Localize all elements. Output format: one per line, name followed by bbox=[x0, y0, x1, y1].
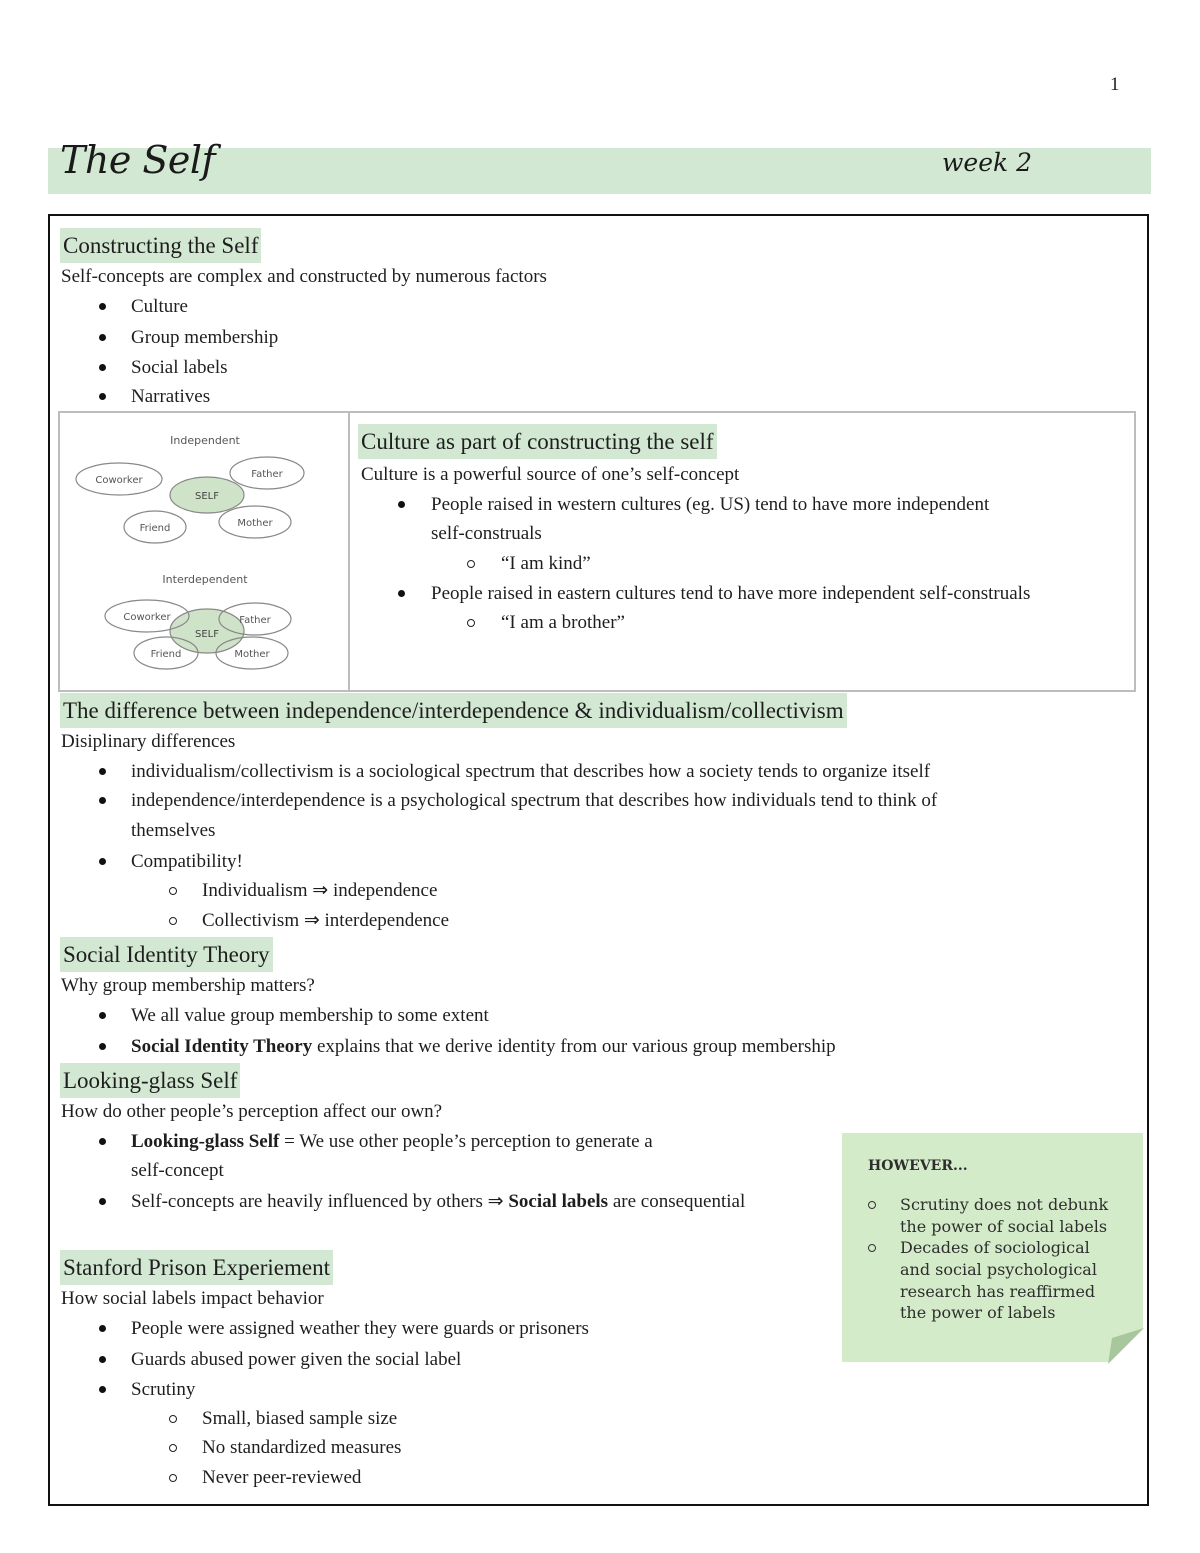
sub-bullet-circle bbox=[868, 1244, 876, 1252]
sub-bullet-circle bbox=[467, 560, 475, 568]
list-item bbox=[131, 1035, 836, 1059]
bullet-dot bbox=[99, 303, 106, 310]
sub-list-item: “I am a brother” bbox=[501, 612, 625, 633]
heading-looking-glass: Looking-glass Self bbox=[60, 1063, 240, 1098]
sticky-fold-corner bbox=[1108, 1328, 1144, 1364]
self-label: SELF bbox=[195, 629, 219, 640]
bullet-dot bbox=[99, 1386, 106, 1393]
sticky-note-text: and social psychological bbox=[900, 1260, 1097, 1279]
bullet-dot bbox=[99, 334, 106, 341]
labels-pre: Self-concepts are heavily influenced by others ⇒ bbox=[131, 1191, 509, 1212]
sub-list-item: “I am kind” bbox=[501, 553, 591, 574]
heading-stanford: Stanford Prison Experiement bbox=[60, 1250, 333, 1285]
sticky-note-text: Decades of sociological bbox=[900, 1238, 1090, 1257]
sit-term: Social Identity Theory bbox=[131, 1036, 313, 1057]
bullet-dot bbox=[99, 1198, 106, 1205]
sub-bullet-circle bbox=[169, 1474, 177, 1482]
heading-culture: Culture as part of constructing the self bbox=[358, 424, 717, 459]
list-item: Guards abused power given the social label bbox=[131, 1349, 462, 1370]
sub-list-item: Small, biased sample size bbox=[202, 1408, 398, 1429]
friend-label: Friend bbox=[150, 649, 182, 660]
father-label: Father bbox=[239, 615, 271, 626]
looking-glass-definition: = We use other people’s perception to generate a bbox=[279, 1131, 653, 1152]
list-item: individualism/collectivism is a sociological spectrum that describes how a society tends to organize itself bbox=[131, 761, 931, 782]
list-item: People were assigned weather they were guards or prisoners bbox=[131, 1318, 589, 1339]
bullet-dot bbox=[99, 1043, 106, 1050]
week-label: week 2 bbox=[942, 148, 1032, 177]
page-number: 1 bbox=[1110, 74, 1120, 95]
culture-intro: Culture is a powerful source of one’s self-concept bbox=[361, 464, 740, 485]
mother-label: Mother bbox=[234, 649, 270, 660]
looking-glass-intro: How do other people’s perception affect our own? bbox=[61, 1101, 443, 1122]
bullet-dot bbox=[99, 393, 106, 400]
self-label: SELF bbox=[195, 491, 219, 502]
list-item: Social labels bbox=[131, 357, 228, 378]
heading-constructing-self: Constructing the Self bbox=[60, 228, 261, 263]
bullet-dot bbox=[398, 501, 405, 508]
bullet-dot bbox=[99, 364, 106, 371]
sub-list-item: Collectivism ⇒ interdependence bbox=[202, 910, 450, 931]
constructing-intro: Self-concepts are complex and constructed by numerous factors bbox=[61, 266, 547, 287]
bullet-dot bbox=[99, 1012, 106, 1019]
self-construal-diagram bbox=[68, 424, 338, 686]
coworker-label: Coworker bbox=[95, 475, 143, 486]
sub-list-item: No standardized measures bbox=[202, 1437, 402, 1458]
sub-bullet-circle bbox=[467, 619, 475, 627]
sticky-note-text: the power of labels bbox=[900, 1303, 1056, 1322]
sticky-note-text: the power of social labels bbox=[900, 1217, 1108, 1236]
interdependent-label: Interdependent bbox=[162, 573, 248, 586]
page-title: The Self bbox=[60, 138, 216, 182]
coworker-label: Coworker bbox=[123, 612, 171, 623]
sub-list-item: Never peer-reviewed bbox=[202, 1467, 362, 1488]
list-item: Narratives bbox=[131, 386, 211, 407]
list-item: Scrutiny bbox=[131, 1379, 196, 1400]
list-item-continuation: self-concept bbox=[131, 1160, 224, 1181]
father-label: Father bbox=[251, 469, 283, 480]
list-item: Compatibility! bbox=[131, 851, 243, 872]
list-item: We all value group membership to some extent bbox=[131, 1005, 489, 1026]
bullet-dot bbox=[99, 1325, 106, 1332]
sub-bullet-circle bbox=[169, 1444, 177, 1452]
heading-difference: The difference between independence/interdependence & individualism/collectivism bbox=[60, 693, 847, 728]
bullet-dot bbox=[99, 1356, 106, 1363]
stanford-intro: How social labels impact behavior bbox=[61, 1288, 324, 1309]
list-item: Culture bbox=[131, 296, 188, 317]
heading-social-identity: Social Identity Theory bbox=[60, 937, 273, 972]
bullet-dot bbox=[398, 590, 405, 597]
bullet-dot bbox=[99, 1138, 106, 1145]
sub-bullet-circle bbox=[169, 887, 177, 895]
list-item bbox=[131, 1130, 653, 1154]
mother-label: Mother bbox=[237, 518, 273, 529]
bullet-dot bbox=[99, 797, 106, 804]
list-item: People raised in eastern cultures tend to have more independent self-construals bbox=[431, 583, 1031, 604]
table-divider bbox=[348, 411, 350, 692]
list-item-continuation: self-construals bbox=[431, 523, 542, 544]
friend-label: Friend bbox=[139, 523, 171, 534]
sticky-note-text: research has reaffirmed bbox=[900, 1282, 1096, 1301]
bullet-dot bbox=[99, 858, 106, 865]
sticky-note-text: Scrutiny does not debunk bbox=[900, 1195, 1109, 1214]
sub-bullet-circle bbox=[169, 1415, 177, 1423]
looking-glass-term: Looking-glass Self bbox=[131, 1131, 280, 1152]
list-item: Group membership bbox=[131, 327, 279, 348]
sticky-note-title: HOWEVER... bbox=[868, 1158, 968, 1174]
sit-intro: Why group membership matters? bbox=[61, 975, 315, 996]
difference-intro: Disiplinary differences bbox=[61, 731, 236, 752]
independent-label: Independent bbox=[170, 434, 240, 447]
sit-explanation: explains that we derive identity from our various group membership bbox=[312, 1036, 836, 1057]
list-item: People raised in western cultures (eg. US) tend to have more independent bbox=[431, 494, 990, 515]
labels-post: are consequential bbox=[608, 1191, 746, 1212]
list-item-continuation: themselves bbox=[131, 820, 216, 841]
list-item: independence/interdependence is a psychological spectrum that describes how individuals tend to think of bbox=[131, 790, 938, 811]
social-labels-term: Social labels bbox=[508, 1191, 609, 1212]
sub-bullet-circle bbox=[868, 1201, 876, 1209]
sub-bullet-circle bbox=[169, 917, 177, 925]
bullet-dot bbox=[99, 768, 106, 775]
list-item bbox=[131, 1190, 745, 1214]
sub-list-item: Individualism ⇒ independence bbox=[202, 880, 438, 901]
